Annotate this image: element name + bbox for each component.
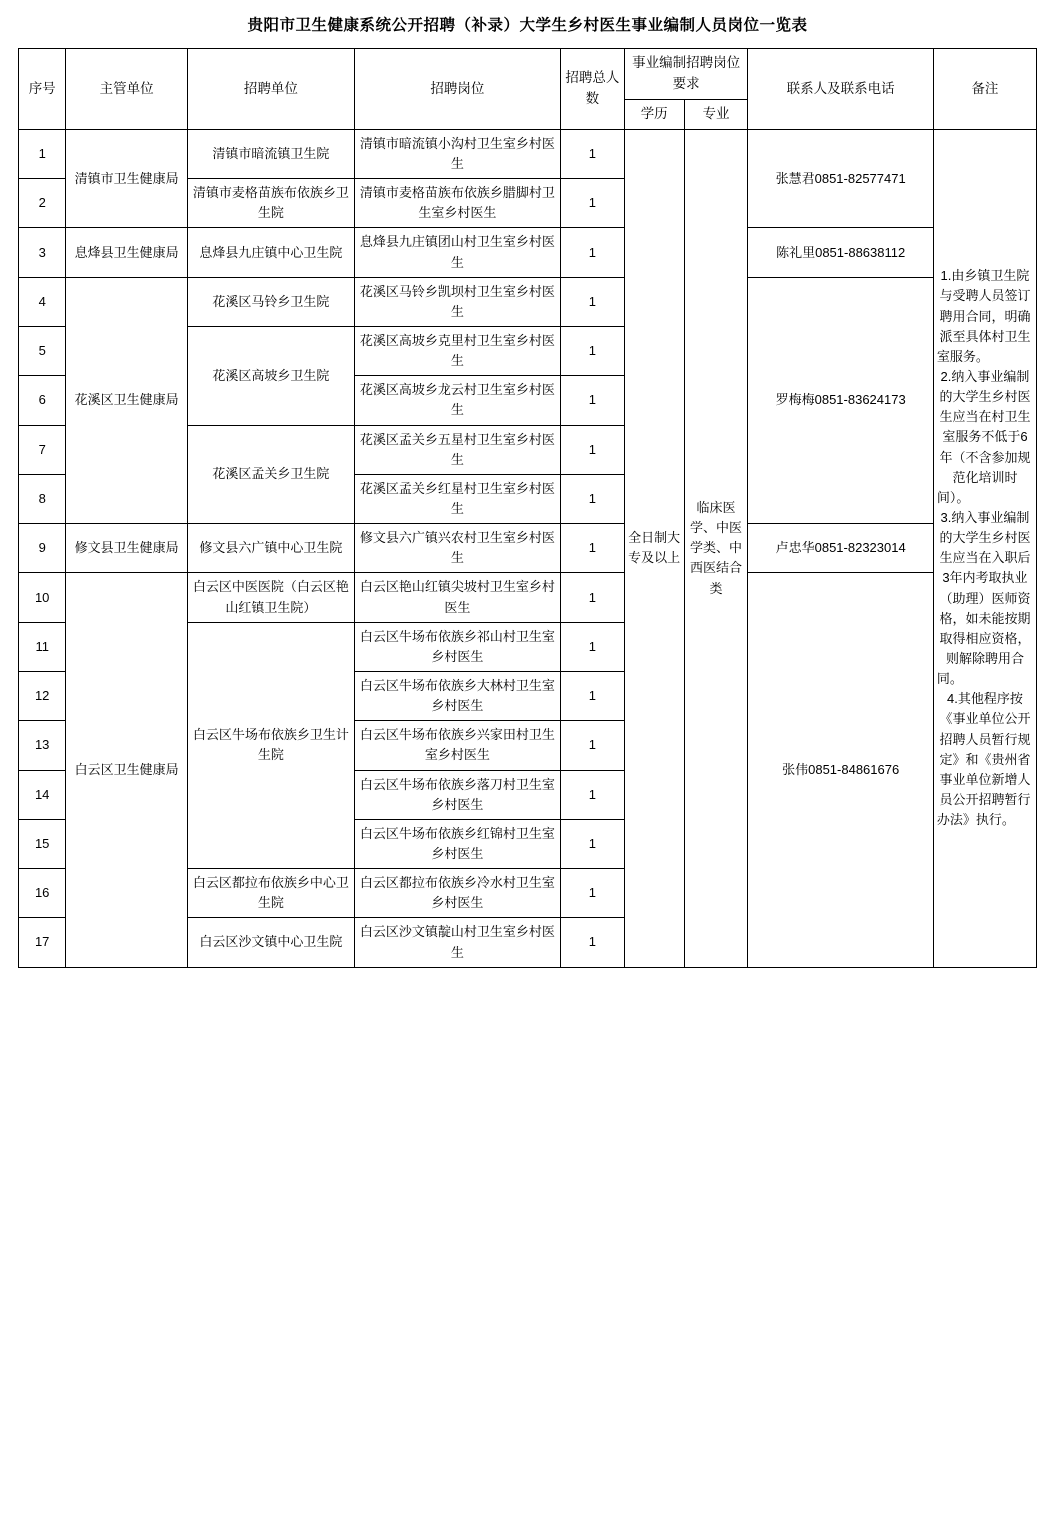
- table-body: [19, 129, 1037, 967]
- recruitment-table: [18, 48, 1037, 968]
- cell-index: 12: [19, 672, 66, 721]
- cell-index: 3: [19, 228, 66, 277]
- cell-recruit-unit: 白云区牛场布依族乡卫生计生院: [187, 622, 354, 868]
- cell-recruit-unit: 清镇市暗流镇卫生院: [187, 129, 354, 178]
- cell-total: 1: [560, 819, 624, 868]
- cell-recruit-unit: 清镇市麦格苗族布依族乡卫生院: [187, 179, 354, 228]
- header-contact: 联系人及联系电话: [748, 49, 933, 130]
- cell-post: 息烽县九庄镇团山村卫生室乡村医生: [354, 228, 560, 277]
- cell-post: 白云区牛场布依族乡红锦村卫生室乡村医生: [354, 819, 560, 868]
- cell-education: 全日制大专及以上: [624, 129, 684, 967]
- cell-supervisor: 清镇市卫生健康局: [66, 129, 188, 228]
- cell-index: 15: [19, 819, 66, 868]
- cell-index: 14: [19, 770, 66, 819]
- cell-index: 4: [19, 277, 66, 326]
- cell-total: 1: [560, 524, 624, 573]
- cell-post: 白云区都拉布依族乡冷水村卫生室乡村医生: [354, 869, 560, 918]
- table-row: [19, 129, 1037, 178]
- cell-total: 1: [560, 277, 624, 326]
- header-major: 专业: [684, 99, 748, 129]
- cell-total: 1: [560, 228, 624, 277]
- cell-contact: 陈礼里0851-88638112: [748, 228, 933, 277]
- header-education: 学历: [624, 99, 684, 129]
- table-row: [19, 524, 1037, 573]
- remark-paragraph: 1.由乡镇卫生院与受聘人员签订聘用合同，明确派至具体村卫生室服务。: [936, 268, 1031, 364]
- cell-post: 白云区牛场布依族乡落刀村卫生室乡村医生: [354, 770, 560, 819]
- cell-supervisor: 息烽县卫生健康局: [66, 228, 188, 277]
- cell-recruit-unit: 白云区都拉布依族乡中心卫生院: [187, 869, 354, 918]
- cell-post: 花溪区高坡乡克里村卫生室乡村医生: [354, 327, 560, 376]
- cell-index: 6: [19, 376, 66, 425]
- cell-index: 5: [19, 327, 66, 376]
- cell-post: 花溪区孟关乡红星村卫生室乡村医生: [354, 474, 560, 523]
- cell-index: 8: [19, 474, 66, 523]
- cell-total: 1: [560, 376, 624, 425]
- cell-contact: 卢忠华0851-82323014: [748, 524, 933, 573]
- cell-index: 10: [19, 573, 66, 622]
- cell-post: 修文县六广镇兴农村卫生室乡村医生: [354, 524, 560, 573]
- cell-supervisor: 修文县卫生健康局: [66, 524, 188, 573]
- remark-paragraph: 2.纳入事业编制的大学生乡村医生应当在村卫生室服务不低于6年（不含参加规范化培训时间）。: [936, 369, 1031, 505]
- cell-total: 1: [560, 672, 624, 721]
- cell-post: 清镇市麦格苗族布依族乡腊脚村卫生室乡村医生: [354, 179, 560, 228]
- cell-recruit-unit: 花溪区孟关乡卫生院: [187, 425, 354, 524]
- cell-post: 白云区牛场布依族乡祁山村卫生室乡村医生: [354, 622, 560, 671]
- cell-total: 1: [560, 770, 624, 819]
- cell-remark: [933, 129, 1036, 967]
- cell-post: 花溪区高坡乡龙云村卫生室乡村医生: [354, 376, 560, 425]
- header-row-1: [19, 49, 1037, 100]
- cell-post: 白云区艳山红镇尖坡村卫生室乡村医生: [354, 573, 560, 622]
- cell-post: 清镇市暗流镇小沟村卫生室乡村医生: [354, 129, 560, 178]
- cell-total: 1: [560, 327, 624, 376]
- cell-index: 1: [19, 129, 66, 178]
- page-title: 贵阳市卫生健康系统公开招聘（补录）大学生乡村医生事业编制人员岗位一览表: [247, 17, 808, 34]
- header-total: 招聘总人数: [560, 49, 624, 130]
- cell-index: 13: [19, 721, 66, 770]
- cell-recruit-unit: 息烽县九庄镇中心卫生院: [187, 228, 354, 277]
- cell-total: 1: [560, 918, 624, 967]
- header-recruit-unit: 招聘单位: [187, 49, 354, 130]
- cell-recruit-unit: 修文县六广镇中心卫生院: [187, 524, 354, 573]
- cell-post: 白云区牛场布依族乡兴家田村卫生室乡村医生: [354, 721, 560, 770]
- cell-post: 白云区牛场布依族乡大林村卫生室乡村医生: [354, 672, 560, 721]
- cell-major: 临床医学、中医学类、中西医结合类: [684, 129, 748, 967]
- cell-supervisor: 白云区卫生健康局: [66, 573, 188, 967]
- cell-index: 11: [19, 622, 66, 671]
- cell-recruit-unit: 白云区沙文镇中心卫生院: [187, 918, 354, 967]
- table-row: [19, 573, 1037, 622]
- header-remark: 备注: [933, 49, 1036, 130]
- remark-paragraph: 3.纳入事业编制的大学生乡村医生应当在入职后3年内考取执业（助理）医师资格，如未能按期取得相应资格，则解除聘用合同。: [936, 510, 1031, 687]
- cell-post: 白云区沙文镇靛山村卫生室乡村医生: [354, 918, 560, 967]
- cell-index: 17: [19, 918, 66, 967]
- cell-total: 1: [560, 474, 624, 523]
- cell-contact: 罗梅梅0851-83624173: [748, 277, 933, 523]
- cell-index: 2: [19, 179, 66, 228]
- cell-total: 1: [560, 573, 624, 622]
- cell-total: 1: [560, 129, 624, 178]
- cell-total: 1: [560, 622, 624, 671]
- cell-index: 9: [19, 524, 66, 573]
- table-row: [19, 277, 1037, 326]
- cell-contact: 张伟0851-84861676: [748, 573, 933, 967]
- cell-total: 1: [560, 869, 624, 918]
- header-post: 招聘岗位: [354, 49, 560, 130]
- cell-recruit-unit: 花溪区高坡乡卫生院: [187, 327, 354, 426]
- table-row: [19, 228, 1037, 277]
- cell-post: 花溪区孟关乡五星村卫生室乡村医生: [354, 425, 560, 474]
- cell-contact: 张慧君0851-82577471: [748, 129, 933, 228]
- cell-recruit-unit: 花溪区马铃乡卫生院: [187, 277, 354, 326]
- cell-index: 7: [19, 425, 66, 474]
- cell-total: 1: [560, 179, 624, 228]
- cell-total: 1: [560, 721, 624, 770]
- header-requirement-group: 事业编制招聘岗位要求: [624, 49, 748, 100]
- table-head: [19, 49, 1037, 130]
- header-supervisor: 主管单位: [66, 49, 188, 130]
- cell-total: 1: [560, 425, 624, 474]
- cell-post: 花溪区马铃乡凯坝村卫生室乡村医生: [354, 277, 560, 326]
- remark-paragraph: 4.其他程序按《事业单位公开招聘人员暂行规定》和《贵州省事业单位新增人员公开招聘暂行办法》执行。: [936, 691, 1031, 828]
- cell-supervisor: 花溪区卫生健康局: [66, 277, 188, 523]
- header-index: 序号: [19, 49, 66, 130]
- cell-index: 16: [19, 869, 66, 918]
- cell-recruit-unit: 白云区中医医院（白云区艳山红镇卫生院）: [187, 573, 354, 622]
